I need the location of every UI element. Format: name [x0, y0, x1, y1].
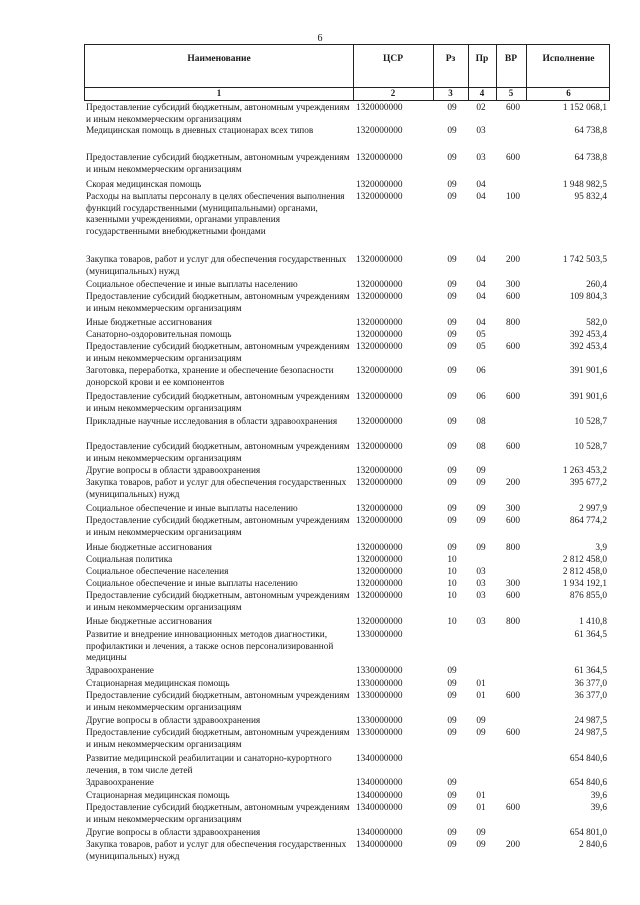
cell-vr: 600 — [506, 516, 520, 526]
cell-name: Социальное обеспечение и иные выплаты населению — [86, 504, 298, 514]
cell-rz: 09 — [447, 255, 457, 265]
cell-vr: 600 — [506, 803, 520, 813]
cell-pr: 09 — [476, 728, 486, 738]
cell-pr: 03 — [476, 153, 486, 163]
cell-rz: 09 — [447, 543, 457, 553]
cell-name: Скорая медицинская помощь — [86, 180, 202, 190]
cell-name: Предоставление субсидий бюджетным, автономным учреждениям и иным некоммерческим организациям — [86, 342, 350, 364]
page-number: 6 — [317, 33, 323, 44]
cell-pr: 09 — [476, 504, 486, 514]
cell-ex: 64 738,8 — [574, 126, 607, 136]
cell-ex: 391 901,6 — [569, 392, 607, 402]
header-vr: ВР — [504, 54, 518, 64]
cell-name: Закупка товаров, работ и услуг для обеспечения государственных (муниципальных) нужд — [86, 840, 347, 862]
cell-rz: 10 — [447, 555, 457, 565]
cell-name: Предоставление субсидий бюджетным, автономным учреждениям и иным некоммерческим организациям — [86, 103, 350, 125]
cell-pr: 03 — [476, 591, 486, 601]
cell-csr: 1320000000 — [356, 442, 403, 452]
header-pr: Пр — [475, 54, 489, 64]
cell-rz: 09 — [447, 392, 457, 402]
cell-csr: 1320000000 — [356, 504, 403, 514]
cell-ex: 1 948 982,5 — [562, 180, 607, 190]
cell-csr: 1320000000 — [356, 318, 403, 328]
cell-pr: 04 — [476, 280, 486, 290]
cell-name: Санаторно-оздоровительная помощь — [86, 330, 232, 340]
cell-pr: 08 — [476, 442, 486, 452]
cell-name: Другие вопросы в области здравоохранения — [86, 466, 261, 476]
cell-rz: 09 — [447, 280, 457, 290]
cell-csr: 1340000000 — [356, 754, 403, 764]
cell-vr: 100 — [506, 192, 520, 202]
header-csr: ЦСР — [382, 54, 404, 64]
cell-vr: 600 — [506, 342, 520, 352]
cell-name: Предоставление субсидий бюджетным, автономным учреждениям и иным некоммерческим организациям — [86, 803, 350, 825]
cell-name: Здравоохранение — [86, 778, 154, 788]
cell-csr: 1320000000 — [356, 192, 403, 202]
cell-pr: 08 — [476, 417, 486, 427]
cell-ex: 3,9 — [595, 543, 607, 553]
cell-pr: 03 — [476, 617, 486, 627]
cell-csr: 1330000000 — [356, 716, 403, 726]
cell-rz: 09 — [447, 466, 457, 476]
cell-ex: 1 410,8 — [579, 617, 607, 627]
cell-rz: 09 — [447, 679, 457, 689]
cell-name: Развитие и внедрение инновационных методов диагностики, профилактики и лечения, а также основ персонализированной медицины — [86, 630, 334, 663]
cell-ex: 654 801,0 — [569, 828, 607, 838]
cell-csr: 1320000000 — [356, 180, 403, 190]
cell-pr: 06 — [476, 392, 486, 402]
cell-vr: 600 — [506, 442, 520, 452]
cell-name: Другие вопросы в области здравоохранения — [86, 716, 261, 726]
cell-csr: 1340000000 — [356, 803, 403, 813]
cell-rz: 09 — [447, 318, 457, 328]
cell-ex: 61 364,5 — [574, 666, 607, 676]
header-name: Наименование — [187, 54, 251, 64]
cell-ex: 10 528,7 — [574, 417, 607, 427]
cell-pr: 05 — [476, 342, 486, 352]
cell-name: Социальное обеспечение и иные выплаты населению — [86, 579, 298, 589]
cell-pr: 02 — [476, 103, 486, 113]
cell-name: Медицинская помощь в дневных стационарах всех типов — [86, 126, 314, 136]
cell-pr: 06 — [476, 366, 486, 376]
cell-pr: 09 — [476, 543, 486, 553]
cell-pr: 04 — [476, 292, 486, 302]
cell-name: Предоставление субсидий бюджетным, автономным учреждениям и иным некоммерческим организациям — [86, 691, 350, 713]
cell-vr: 600 — [506, 103, 520, 113]
cell-pr: 09 — [476, 516, 486, 526]
header-rz: Рз — [445, 54, 456, 64]
cell-vr: 800 — [506, 543, 520, 553]
cell-ex: 391 901,6 — [569, 366, 607, 376]
cell-pr: 03 — [476, 579, 486, 589]
cell-csr: 1320000000 — [356, 153, 403, 163]
cell-rz: 10 — [447, 579, 457, 589]
cell-vr: 600 — [506, 591, 520, 601]
cell-rz: 09 — [447, 791, 457, 801]
cell-name: Социальная политика — [86, 555, 173, 565]
cell-name: Иные бюджетные ассигнования — [86, 318, 212, 328]
cell-ex: 1 742 503,5 — [562, 255, 607, 265]
header-number-4: 4 — [479, 88, 485, 98]
cell-rz: 09 — [447, 342, 457, 352]
cell-pr: 03 — [476, 567, 486, 577]
cell-vr: 200 — [506, 478, 520, 488]
cell-ex: 654 840,6 — [569, 754, 607, 764]
cell-name: Предоставление субсидий бюджетным, автономным учреждениям и иным некоммерческим организациям — [86, 153, 350, 175]
cell-name: Предоставление субсидий бюджетным, автономным учреждениям и иным некоммерческим организациям — [86, 591, 350, 613]
cell-csr: 1320000000 — [356, 417, 403, 427]
cell-csr: 1320000000 — [356, 292, 403, 302]
cell-name: Иные бюджетные ассигнования — [86, 543, 212, 553]
cell-name: Предоставление субсидий бюджетным, автономным учреждениям и иным некоммерческим организациям — [86, 392, 350, 414]
cell-csr: 1320000000 — [356, 579, 403, 589]
cell-vr: 800 — [506, 617, 520, 627]
cell-rz: 10 — [447, 591, 457, 601]
cell-rz: 09 — [447, 103, 457, 113]
cell-csr: 1330000000 — [356, 666, 403, 676]
cell-vr: 300 — [506, 579, 520, 589]
cell-csr: 1320000000 — [356, 478, 403, 488]
header-number-5: 5 — [508, 88, 514, 98]
cell-name: Иные бюджетные ассигнования — [86, 617, 212, 627]
cell-csr: 1320000000 — [356, 330, 403, 340]
cell-ex: 36 377,0 — [574, 691, 607, 701]
cell-vr: 600 — [506, 392, 520, 402]
cell-pr: 01 — [476, 791, 486, 801]
cell-rz: 09 — [447, 417, 457, 427]
cell-ex: 395 677,2 — [569, 478, 607, 488]
header-number-1: 1 — [216, 88, 222, 98]
cell-vr: 600 — [506, 691, 520, 701]
cell-rz: 09 — [447, 292, 457, 302]
cell-rz: 09 — [447, 516, 457, 526]
cell-rz: 09 — [447, 728, 457, 738]
cell-ex: 95 832,4 — [574, 192, 607, 202]
cell-vr: 800 — [506, 318, 520, 328]
cell-name: Предоставление субсидий бюджетным, автономным учреждениям и иным некоммерческим организациям — [86, 728, 350, 750]
cell-csr: 1320000000 — [356, 280, 403, 290]
cell-name: Стационарная медицинская помощь — [86, 791, 230, 801]
cell-pr: 04 — [476, 255, 486, 265]
cell-pr: 09 — [476, 840, 486, 850]
cell-ex: 1 934 192,1 — [562, 579, 607, 589]
cell-rz: 09 — [447, 442, 457, 452]
cell-rz: 10 — [447, 617, 457, 627]
cell-vr: 200 — [506, 840, 520, 850]
cell-ex: 654 840,6 — [569, 778, 607, 788]
cell-ex: 1 152 068,1 — [562, 103, 607, 113]
cell-pr: 01 — [476, 691, 486, 701]
cell-pr: 01 — [476, 679, 486, 689]
cell-ex: 1 263 453,2 — [562, 466, 607, 476]
cell-pr: 05 — [476, 330, 486, 340]
cell-csr: 1320000000 — [356, 543, 403, 553]
cell-ex: 392 453,4 — [569, 342, 607, 352]
cell-ex: 392 453,4 — [569, 330, 607, 340]
cell-ex: 39,6 — [590, 791, 607, 801]
cell-rz: 09 — [447, 366, 457, 376]
cell-csr: 1340000000 — [356, 778, 403, 788]
header-number-6: 6 — [566, 88, 571, 98]
cell-csr: 1320000000 — [356, 516, 403, 526]
cell-ex: 39,6 — [590, 803, 607, 813]
cell-name: Предоставление субсидий бюджетным, автономным учреждениям и иным некоммерческим организациям — [86, 516, 350, 538]
cell-vr: 300 — [506, 280, 520, 290]
cell-csr: 1320000000 — [356, 103, 403, 113]
cell-csr: 1320000000 — [356, 392, 403, 402]
cell-ex: 2 812 458,0 — [562, 555, 607, 565]
cell-rz: 09 — [447, 153, 457, 163]
cell-name: Социальное обеспечение и иные выплаты населению — [86, 280, 298, 290]
cell-pr: 09 — [476, 466, 486, 476]
cell-vr: 300 — [506, 504, 520, 514]
cell-pr: 09 — [476, 828, 486, 838]
cell-rz: 09 — [447, 691, 457, 701]
cell-rz: 09 — [447, 716, 457, 726]
cell-ex: 61 364,5 — [574, 630, 607, 640]
cell-csr: 1320000000 — [356, 342, 403, 352]
cell-csr: 1320000000 — [356, 555, 403, 565]
cell-ex: 109 804,3 — [569, 292, 607, 302]
header-number-3: 3 — [448, 88, 453, 98]
cell-name: Закупка товаров, работ и услуг для обеспечения государственных (муниципальных) нужд — [86, 478, 347, 500]
cell-csr: 1330000000 — [356, 679, 403, 689]
cell-ex: 2 812 458,0 — [562, 567, 607, 577]
cell-ex: 260,4 — [586, 280, 607, 290]
cell-ex: 2 997,9 — [579, 504, 607, 514]
cell-csr: 1320000000 — [356, 466, 403, 476]
cell-vr: 600 — [506, 153, 520, 163]
cell-name: Предоставление субсидий бюджетным, автономным учреждениям и иным некоммерческим организациям — [86, 292, 350, 314]
cell-rz: 09 — [447, 828, 457, 838]
cell-ex: 36 377,0 — [574, 679, 607, 689]
cell-csr: 1320000000 — [356, 591, 403, 601]
cell-ex: 582,0 — [586, 318, 607, 328]
cell-ex: 876 855,0 — [569, 591, 607, 601]
cell-vr: 600 — [506, 292, 520, 302]
cell-rz: 09 — [447, 126, 457, 136]
cell-vr: 600 — [506, 728, 520, 738]
cell-csr: 1320000000 — [356, 567, 403, 577]
cell-ex: 2 840,6 — [579, 840, 607, 850]
cell-rz: 09 — [447, 180, 457, 190]
cell-rz: 09 — [447, 803, 457, 813]
header-number-2: 2 — [390, 88, 396, 98]
cell-rz: 09 — [447, 778, 457, 788]
cell-pr: 04 — [476, 318, 486, 328]
cell-name: Расходы на выплаты персоналу в целях обеспечения выполнения функций государственными (муниципальными) органами, казенными учреждениями, органами управления государственными внебюджетными фондами — [86, 192, 345, 237]
cell-name: Закупка товаров, работ и услуг для обеспечения государственных (муниципальных) нужд — [86, 255, 347, 277]
cell-csr: 1340000000 — [356, 840, 403, 850]
cell-ex: 24 987,5 — [574, 728, 607, 738]
cell-ex: 64 738,8 — [574, 153, 607, 163]
cell-name: Заготовка, переработка, хранение и обеспечение безопасности донорской крови и ее компонентов — [86, 366, 334, 388]
cell-name: Развитие медицинской реабилитации и санаторно-курортного лечения, в том числе детей — [86, 754, 332, 776]
cell-pr: 01 — [476, 803, 486, 813]
cell-rz: 09 — [447, 666, 457, 676]
cell-name: Стационарная медицинская помощь — [86, 679, 230, 689]
cell-name: Прикладные научные исследования в области здравоохранения — [86, 417, 338, 427]
cell-pr: 09 — [476, 716, 486, 726]
cell-csr: 1330000000 — [356, 691, 403, 701]
cell-csr: 1320000000 — [356, 255, 403, 265]
cell-name: Здравоохранение — [86, 666, 154, 676]
cell-csr: 1330000000 — [356, 728, 403, 738]
cell-name: Другие вопросы в области здравоохранения — [86, 828, 261, 838]
cell-pr: 04 — [476, 192, 486, 202]
cell-rz: 09 — [447, 478, 457, 488]
cell-vr: 200 — [506, 255, 520, 265]
cell-rz: 09 — [447, 504, 457, 514]
cell-pr: 09 — [476, 478, 486, 488]
cell-rz: 09 — [447, 330, 457, 340]
cell-rz: 10 — [447, 567, 457, 577]
cell-csr: 1340000000 — [356, 828, 403, 838]
cell-pr: 03 — [476, 126, 486, 136]
cell-pr: 04 — [476, 180, 486, 190]
cell-rz: 09 — [447, 192, 457, 202]
cell-name: Социальное обеспечение населения — [86, 567, 229, 577]
cell-name: Предоставление субсидий бюджетным, автономным учреждениям и иным некоммерческим организациям — [86, 442, 350, 464]
cell-ex: 24 987,5 — [574, 716, 607, 726]
cell-ex: 10 528,7 — [574, 442, 607, 452]
cell-csr: 1320000000 — [356, 617, 403, 627]
cell-csr: 1320000000 — [356, 126, 403, 136]
cell-rz: 09 — [447, 840, 457, 850]
cell-csr: 1330000000 — [356, 630, 403, 640]
cell-ex: 864 774,2 — [569, 516, 607, 526]
header-ex: Исполнение — [542, 54, 595, 64]
cell-csr: 1340000000 — [356, 791, 403, 801]
cell-csr: 1320000000 — [356, 366, 403, 376]
